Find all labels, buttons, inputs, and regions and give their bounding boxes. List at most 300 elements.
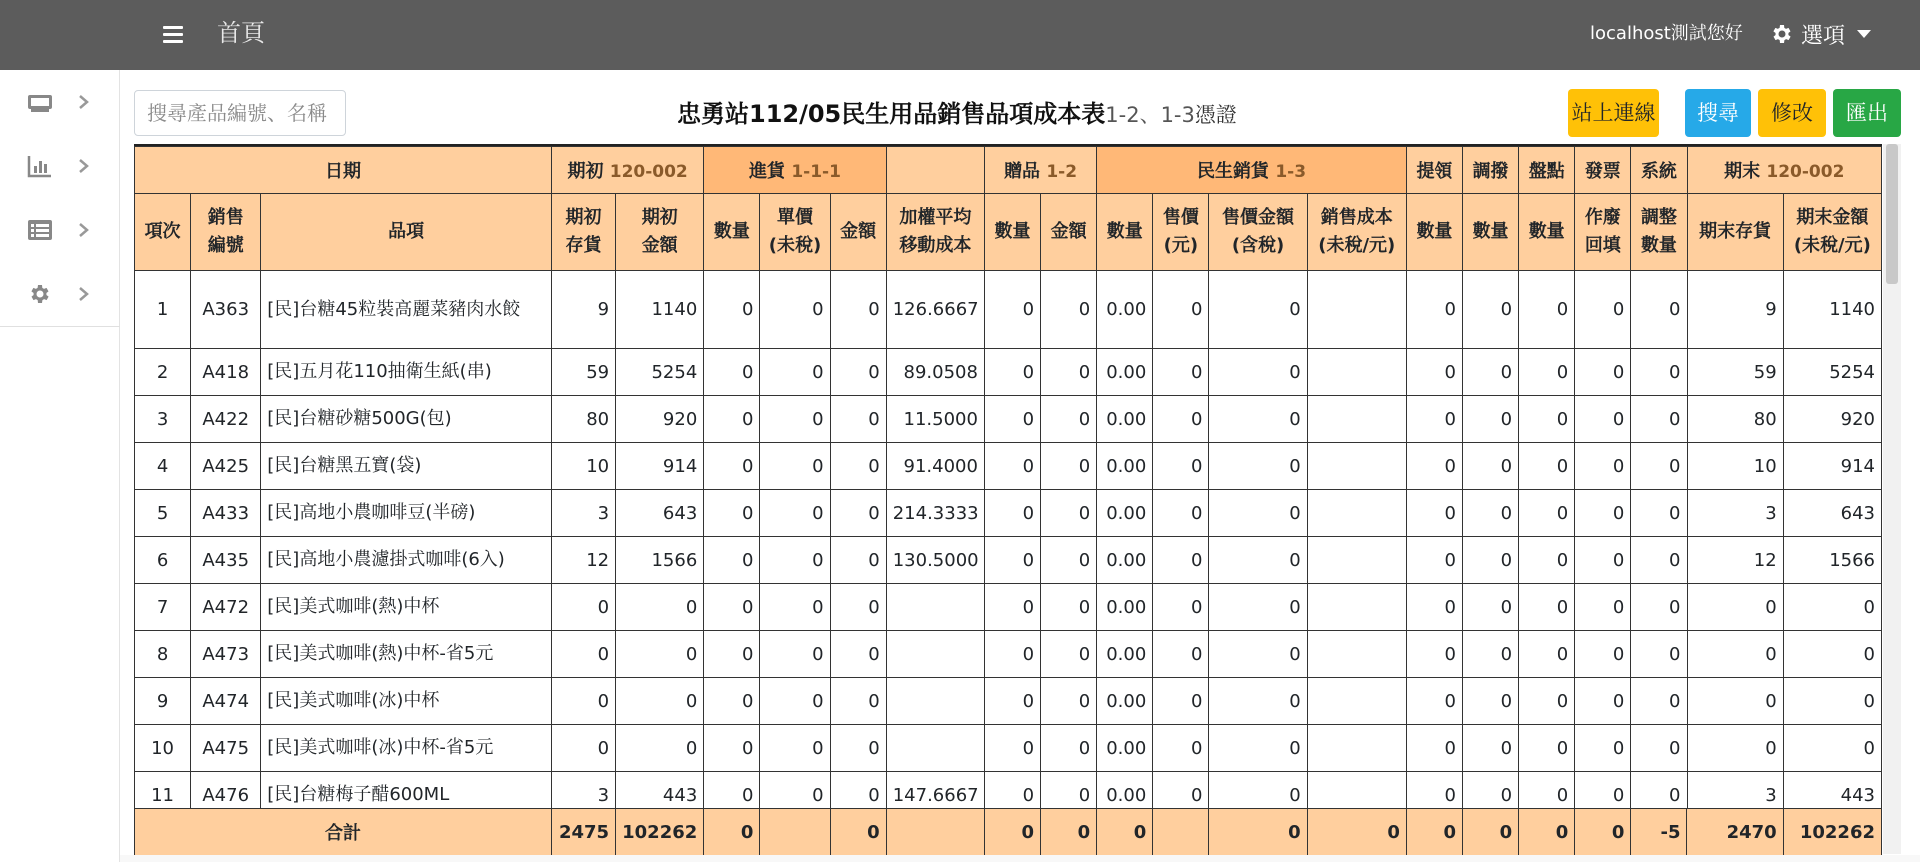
table-cell: 0: [1153, 396, 1209, 443]
table-cell: 0: [1783, 678, 1881, 725]
table-cell: 0: [760, 349, 830, 396]
table-cell: 0: [830, 584, 886, 631]
title-codes: 1-2、1-3: [1105, 103, 1195, 127]
table-cell: 89.0508: [886, 349, 984, 396]
table-cell: A422: [191, 396, 261, 443]
table-cell: A435: [191, 537, 261, 584]
table-cell: [1307, 678, 1406, 725]
table-cell: 0.00: [1097, 678, 1153, 725]
header-sales: 民生銷貨 1-3: [1097, 147, 1407, 194]
table-cell: 914: [616, 443, 704, 490]
table-cell: 0: [760, 271, 830, 349]
table-cell: 0: [1406, 396, 1462, 443]
table-cell: 0: [984, 396, 1040, 443]
totals-cell: [760, 809, 830, 856]
table-cell: 5254: [1783, 349, 1881, 396]
table-cell: 0: [1631, 349, 1687, 396]
sidebar-item-reports[interactable]: [0, 134, 120, 198]
header-system: 系統: [1631, 147, 1687, 194]
item-name-cell: [民]美式咖啡(冰)中杯: [261, 678, 552, 725]
table-cell: [1307, 537, 1406, 584]
table-cell: 0.00: [1097, 725, 1153, 772]
table-cell: 9: [135, 678, 191, 725]
chevron-right-icon: [77, 286, 91, 302]
table-cell: 0: [1406, 631, 1462, 678]
table-cell: A474: [191, 678, 261, 725]
column-header: 調整 數量: [1631, 194, 1687, 271]
table-cell: 914: [1783, 443, 1881, 490]
column-header: 數量: [1097, 194, 1153, 271]
table-cell: A476: [191, 772, 261, 819]
table-cell: 0: [984, 725, 1040, 772]
table-cell: 0: [704, 631, 760, 678]
edit-button[interactable]: 修改: [1758, 89, 1826, 137]
table-cell: 0: [616, 678, 704, 725]
table-row[interactable]: [135, 631, 1882, 678]
totals-cell: [1153, 809, 1209, 856]
table-cell: [886, 725, 984, 772]
table-cell: 0: [1519, 443, 1575, 490]
table-cell: 0: [1575, 772, 1631, 819]
gear-icon: [27, 282, 53, 306]
column-header-row: [135, 194, 1882, 271]
table-cell: 0: [984, 537, 1040, 584]
scrollbar-thumb[interactable]: [1886, 144, 1898, 284]
chevron-right-icon: [77, 94, 91, 110]
vertical-scrollbar[interactable]: [1883, 144, 1901, 854]
table-cell: A433: [191, 490, 261, 537]
table-cell: 10: [551, 443, 615, 490]
table-cell: 59: [551, 349, 615, 396]
table-cell: 0: [760, 490, 830, 537]
table-cell: 0: [984, 631, 1040, 678]
item-name-cell: [民]台糖梅子醋600ML: [261, 772, 552, 819]
table-cell: 0: [704, 584, 760, 631]
table-cell: 0: [704, 396, 760, 443]
table-cell: 0: [1575, 443, 1631, 490]
table-cell: 0: [1406, 725, 1462, 772]
table-cell: 3: [1687, 490, 1783, 537]
table-cell: 0: [984, 271, 1040, 349]
table-cell: 0: [1463, 396, 1519, 443]
hamburger-menu-icon[interactable]: [158, 20, 188, 50]
table-cell: 0: [1153, 537, 1209, 584]
table-cell: 80: [551, 396, 615, 443]
home-link[interactable]: 首頁: [217, 19, 265, 47]
totals-cell: 0: [1041, 809, 1097, 856]
table-cell: 5: [135, 490, 191, 537]
table-cell: 0: [1575, 490, 1631, 537]
table-cell: 0: [1209, 490, 1307, 537]
header-opening: 期初 120-002: [551, 147, 703, 194]
table-cell: 0: [616, 584, 704, 631]
table-cell: 643: [1783, 490, 1881, 537]
table-cell: 0: [984, 349, 1040, 396]
sidebar-divider: [0, 326, 120, 327]
table-cell: 9: [1687, 271, 1783, 349]
table-cell: 0: [1041, 537, 1097, 584]
table-cell: 0.00: [1097, 772, 1153, 819]
table-cell: [1307, 631, 1406, 678]
column-header: 品項: [261, 194, 552, 271]
table-cell: 147.6667: [886, 772, 984, 819]
table-cell: 0: [1463, 490, 1519, 537]
table-cell: [1307, 584, 1406, 631]
table-cell: 59: [1687, 349, 1783, 396]
table-cell: 0: [1041, 772, 1097, 819]
table-cell: 0: [1153, 772, 1209, 819]
table-cell: 0: [1153, 490, 1209, 537]
column-header: 金額: [830, 194, 886, 271]
table-cell: 0.00: [1097, 490, 1153, 537]
header-inventory: 盤點: [1519, 147, 1575, 194]
table-cell: 0: [760, 396, 830, 443]
chevron-right-icon: [77, 158, 91, 174]
table-cell: 0.00: [1097, 396, 1153, 443]
table-cell: 0: [830, 537, 886, 584]
table-cell: 0: [1463, 443, 1519, 490]
table-cell: 126.6667: [886, 271, 984, 349]
totals-cell: 0: [1406, 809, 1462, 856]
table-cell: 0.00: [1097, 349, 1153, 396]
table-cell: 0: [1575, 631, 1631, 678]
table-cell: 0: [1519, 678, 1575, 725]
table-cell: A418: [191, 349, 261, 396]
table-cell: 0: [1631, 396, 1687, 443]
table-cell: 1140: [1783, 271, 1881, 349]
table-cell: 0: [1463, 725, 1519, 772]
table-cell: 2: [135, 349, 191, 396]
column-header: 售價金額 (含稅): [1209, 194, 1307, 271]
header-gift: 贈品 1-2: [984, 147, 1096, 194]
table-row[interactable]: [135, 678, 1882, 725]
table-cell: 11: [135, 772, 191, 819]
column-header: 數量: [704, 194, 760, 271]
column-header: 銷售 編號: [191, 194, 261, 271]
table-cell: 0: [1519, 537, 1575, 584]
table-cell: 0: [1783, 725, 1881, 772]
table-cell: 0: [1631, 725, 1687, 772]
column-header: 加權平均 移動成本: [886, 194, 984, 271]
column-header: 項次: [135, 194, 191, 271]
table-cell: 0: [704, 443, 760, 490]
table-cell: 0: [760, 443, 830, 490]
table-cell: 0: [1519, 349, 1575, 396]
column-header: 數量: [1519, 194, 1575, 271]
totals-cell: 0: [1519, 809, 1575, 856]
header-pickup: 提領: [1406, 147, 1462, 194]
totals-cell: -5: [1631, 809, 1687, 856]
table-cell: 0: [830, 772, 886, 819]
page-title: [677, 94, 1237, 134]
table-cell: 0: [704, 678, 760, 725]
table-cell: 0.00: [1097, 443, 1153, 490]
table-cell: 0: [1687, 584, 1783, 631]
totals-row: [135, 809, 1882, 856]
options-label: 選項: [1801, 23, 1846, 49]
cost-report-table-container[interactable]: [134, 144, 1882, 854]
search-button[interactable]: 搜尋: [1685, 89, 1751, 137]
table-cell: 0: [1209, 678, 1307, 725]
table-cell: 0: [551, 678, 615, 725]
table-row[interactable]: [135, 349, 1882, 396]
table-cell: 0: [1463, 349, 1519, 396]
table-cell: 0: [830, 631, 886, 678]
bottom-edge: [120, 855, 1920, 862]
table-cell: 0: [1575, 725, 1631, 772]
item-name-cell: [民]台糖45粒裝高麗菜豬肉水餃: [261, 271, 552, 349]
table-cell: 920: [616, 396, 704, 443]
header-closing: 期末 120-002: [1687, 147, 1882, 194]
table-cell: 0: [1631, 271, 1687, 349]
table-cell: 9: [551, 271, 615, 349]
table-cell: 0: [1209, 537, 1307, 584]
table-cell: 0: [984, 443, 1040, 490]
table-cell: 0: [1041, 678, 1097, 725]
item-name-cell: [民]高地小農濾掛式咖啡(6入): [261, 537, 552, 584]
table-cell: 0: [1209, 271, 1307, 349]
header-transfer: 調撥: [1463, 147, 1519, 194]
column-header: 數量: [1406, 194, 1462, 271]
online-connect-button[interactable]: 站上連線: [1568, 89, 1659, 137]
table-cell: 12: [1687, 537, 1783, 584]
table-cell: 0: [1041, 631, 1097, 678]
table-cell: 0: [1463, 772, 1519, 819]
table-cell: 0: [1153, 584, 1209, 631]
table-cell: 10: [135, 725, 191, 772]
table-cell: 0: [830, 271, 886, 349]
table-cell: 0: [1041, 271, 1097, 349]
table-cell: 443: [616, 772, 704, 819]
table-cell: 0: [1519, 490, 1575, 537]
table-cell: 4: [135, 443, 191, 490]
search-input[interactable]: [134, 90, 346, 136]
totals-cell: 0: [1307, 809, 1406, 856]
table-cell: 1140: [616, 271, 704, 349]
table-cell: 91.4000: [886, 443, 984, 490]
table-cell: 0: [1406, 490, 1462, 537]
table-cell: 3: [135, 396, 191, 443]
table-cell: 5254: [616, 349, 704, 396]
column-header: 金額: [1041, 194, 1097, 271]
totals-cell: 0: [704, 809, 760, 856]
table-cell: 0: [1783, 584, 1881, 631]
table-cell: 1566: [616, 537, 704, 584]
table-row[interactable]: [135, 443, 1882, 490]
totals-cell: 2475: [551, 809, 615, 856]
cash-register-icon: [27, 90, 53, 114]
item-name-cell: [民]美式咖啡(冰)中杯-省5元: [261, 725, 552, 772]
table-cell: 0: [551, 584, 615, 631]
table-cell: [1307, 271, 1406, 349]
table-cell: 0: [1041, 443, 1097, 490]
column-header: 銷售成本 (未稅/元): [1307, 194, 1406, 271]
table-cell: 10: [1687, 443, 1783, 490]
table-cell: 0: [1041, 584, 1097, 631]
table-row[interactable]: [135, 396, 1882, 443]
bar-chart-icon: [27, 154, 53, 178]
table-cell: 0: [1406, 537, 1462, 584]
table-cell: A363: [191, 271, 261, 349]
table-cell: 0: [551, 725, 615, 772]
table-cell: 0: [1575, 537, 1631, 584]
table-cell: 0: [1406, 349, 1462, 396]
table-cell: 0: [616, 725, 704, 772]
table-cell: 0: [1519, 584, 1575, 631]
table-cell: 0: [760, 631, 830, 678]
header-invoice: 發票: [1575, 147, 1631, 194]
table-cell: 0: [1406, 584, 1462, 631]
table-cell: 0: [1519, 271, 1575, 349]
table-cell: [1307, 349, 1406, 396]
chevron-right-icon: [77, 222, 91, 238]
options-dropdown[interactable]: [1770, 17, 1871, 51]
table-cell: 0: [760, 678, 830, 725]
gear-icon: [1770, 22, 1794, 46]
table-cell: 0: [830, 396, 886, 443]
table-cell: 3: [551, 772, 615, 819]
table-cell: 0: [1209, 584, 1307, 631]
table-cell: 0: [1631, 443, 1687, 490]
table-cell: 0: [984, 584, 1040, 631]
table-cell: 0: [1041, 490, 1097, 537]
totals-cell: 0: [1209, 809, 1307, 856]
totals-label: 合計: [135, 809, 552, 856]
totals-cell: 2470: [1687, 809, 1783, 856]
export-button[interactable]: 匯出: [1833, 89, 1901, 137]
sidebar: [0, 70, 120, 862]
column-header: 售價 (元): [1153, 194, 1209, 271]
table-cell: 0: [1406, 772, 1462, 819]
table-cell: 0: [1519, 725, 1575, 772]
table-cell: 0: [704, 490, 760, 537]
totals-cell: 0: [1575, 809, 1631, 856]
table-cell: 0: [1406, 271, 1462, 349]
totals-cell: 102262: [1783, 809, 1881, 856]
table-cell: 8: [135, 631, 191, 678]
table-cell: 0: [1153, 678, 1209, 725]
table-cell: 0.00: [1097, 631, 1153, 678]
table-cell: 0: [704, 772, 760, 819]
table-cell: A475: [191, 725, 261, 772]
table-cell: 0: [1575, 584, 1631, 631]
column-header: 期末金額 (未稅/元): [1783, 194, 1881, 271]
table-cell: 0: [1631, 772, 1687, 819]
table-cell: 0: [760, 537, 830, 584]
table-cell: 0: [984, 490, 1040, 537]
caret-down-icon: [1857, 30, 1871, 38]
table-cell: 0: [1519, 631, 1575, 678]
table-cell: 0: [1575, 349, 1631, 396]
table-row[interactable]: [135, 584, 1882, 631]
table-cell: [1307, 396, 1406, 443]
table-cell: 0: [760, 772, 830, 819]
item-name-cell: [民]美式咖啡(熱)中杯: [261, 584, 552, 631]
column-header: 單價 (未稅): [760, 194, 830, 271]
header-date: 日期: [135, 147, 552, 194]
table-cell: [886, 678, 984, 725]
table-cell: 0: [1783, 631, 1881, 678]
table-cell: [1307, 443, 1406, 490]
item-name-cell: [民]美式咖啡(熱)中杯-省5元: [261, 631, 552, 678]
sidebar-item-settings[interactable]: [0, 262, 120, 326]
totals-row-table: [134, 808, 1882, 856]
top-navbar: [0, 0, 1920, 70]
table-cell: 0: [704, 349, 760, 396]
title-tail: 憑證: [1194, 103, 1237, 127]
table-cell: 11.5000: [886, 396, 984, 443]
item-name-cell: [民]台糖砂糖500G(包): [261, 396, 552, 443]
table-cell: 0: [830, 490, 886, 537]
table-cell: 0: [1631, 490, 1687, 537]
table-cell: 0: [830, 678, 886, 725]
table-row[interactable]: [135, 537, 1882, 584]
column-header: 作廢 回填: [1575, 194, 1631, 271]
table-cell: [886, 631, 984, 678]
table-cell: A472: [191, 584, 261, 631]
table-cell: 0: [704, 537, 760, 584]
totals-cell: 0: [830, 809, 886, 856]
table-cell: 0: [1209, 772, 1307, 819]
table-cell: 0: [1153, 631, 1209, 678]
table-cell: 0: [1687, 725, 1783, 772]
item-name-cell: [民]高地小農咖啡豆(半磅): [261, 490, 552, 537]
table-cell: 0: [760, 584, 830, 631]
totals-cell: 102262: [616, 809, 704, 856]
column-header: 期末存貨: [1687, 194, 1783, 271]
table-row[interactable]: [135, 490, 1882, 537]
table-cell: 0: [1575, 396, 1631, 443]
user-greeting: localhost測試您好: [1590, 23, 1743, 44]
column-header: 期初 存貨: [551, 194, 615, 271]
sidebar-item-list[interactable]: [0, 198, 120, 262]
table-cell: 0: [830, 443, 886, 490]
totals-cell: 0: [1097, 809, 1153, 856]
table-cell: 0: [1153, 349, 1209, 396]
table-cell: 0.00: [1097, 584, 1153, 631]
table-cell: 0: [704, 725, 760, 772]
table-cell: 0: [1631, 584, 1687, 631]
header-group-row: [135, 147, 1882, 194]
item-name-cell: [民]五月花110抽衛生紙(串): [261, 349, 552, 396]
table-cell: 0: [551, 631, 615, 678]
cost-report-table: [134, 146, 1882, 819]
table-cell: 1566: [1783, 537, 1881, 584]
sidebar-item-pos[interactable]: [0, 70, 120, 134]
table-cell: [886, 584, 984, 631]
table-cell: 0: [1463, 271, 1519, 349]
table-cell: 0: [1631, 537, 1687, 584]
table-cell: 0: [984, 772, 1040, 819]
item-name-cell: [民]台糖黑五寶(袋): [261, 443, 552, 490]
table-cell: 0.00: [1097, 537, 1153, 584]
table-row[interactable]: [135, 271, 1882, 349]
table-cell: 0: [616, 631, 704, 678]
table-cell: 0: [760, 725, 830, 772]
table-cell: 0: [1519, 772, 1575, 819]
table-cell: A425: [191, 443, 261, 490]
table-cell: 0: [1041, 349, 1097, 396]
table-cell: 0: [1519, 396, 1575, 443]
table-cell: 643: [616, 490, 704, 537]
table-cell: 0: [1406, 678, 1462, 725]
table-row[interactable]: [135, 725, 1882, 772]
table-cell: 0: [1687, 678, 1783, 725]
list-icon: [27, 218, 53, 242]
table-cell: 80: [1687, 396, 1783, 443]
table-cell: 920: [1783, 396, 1881, 443]
totals-cell: 0: [984, 809, 1040, 856]
